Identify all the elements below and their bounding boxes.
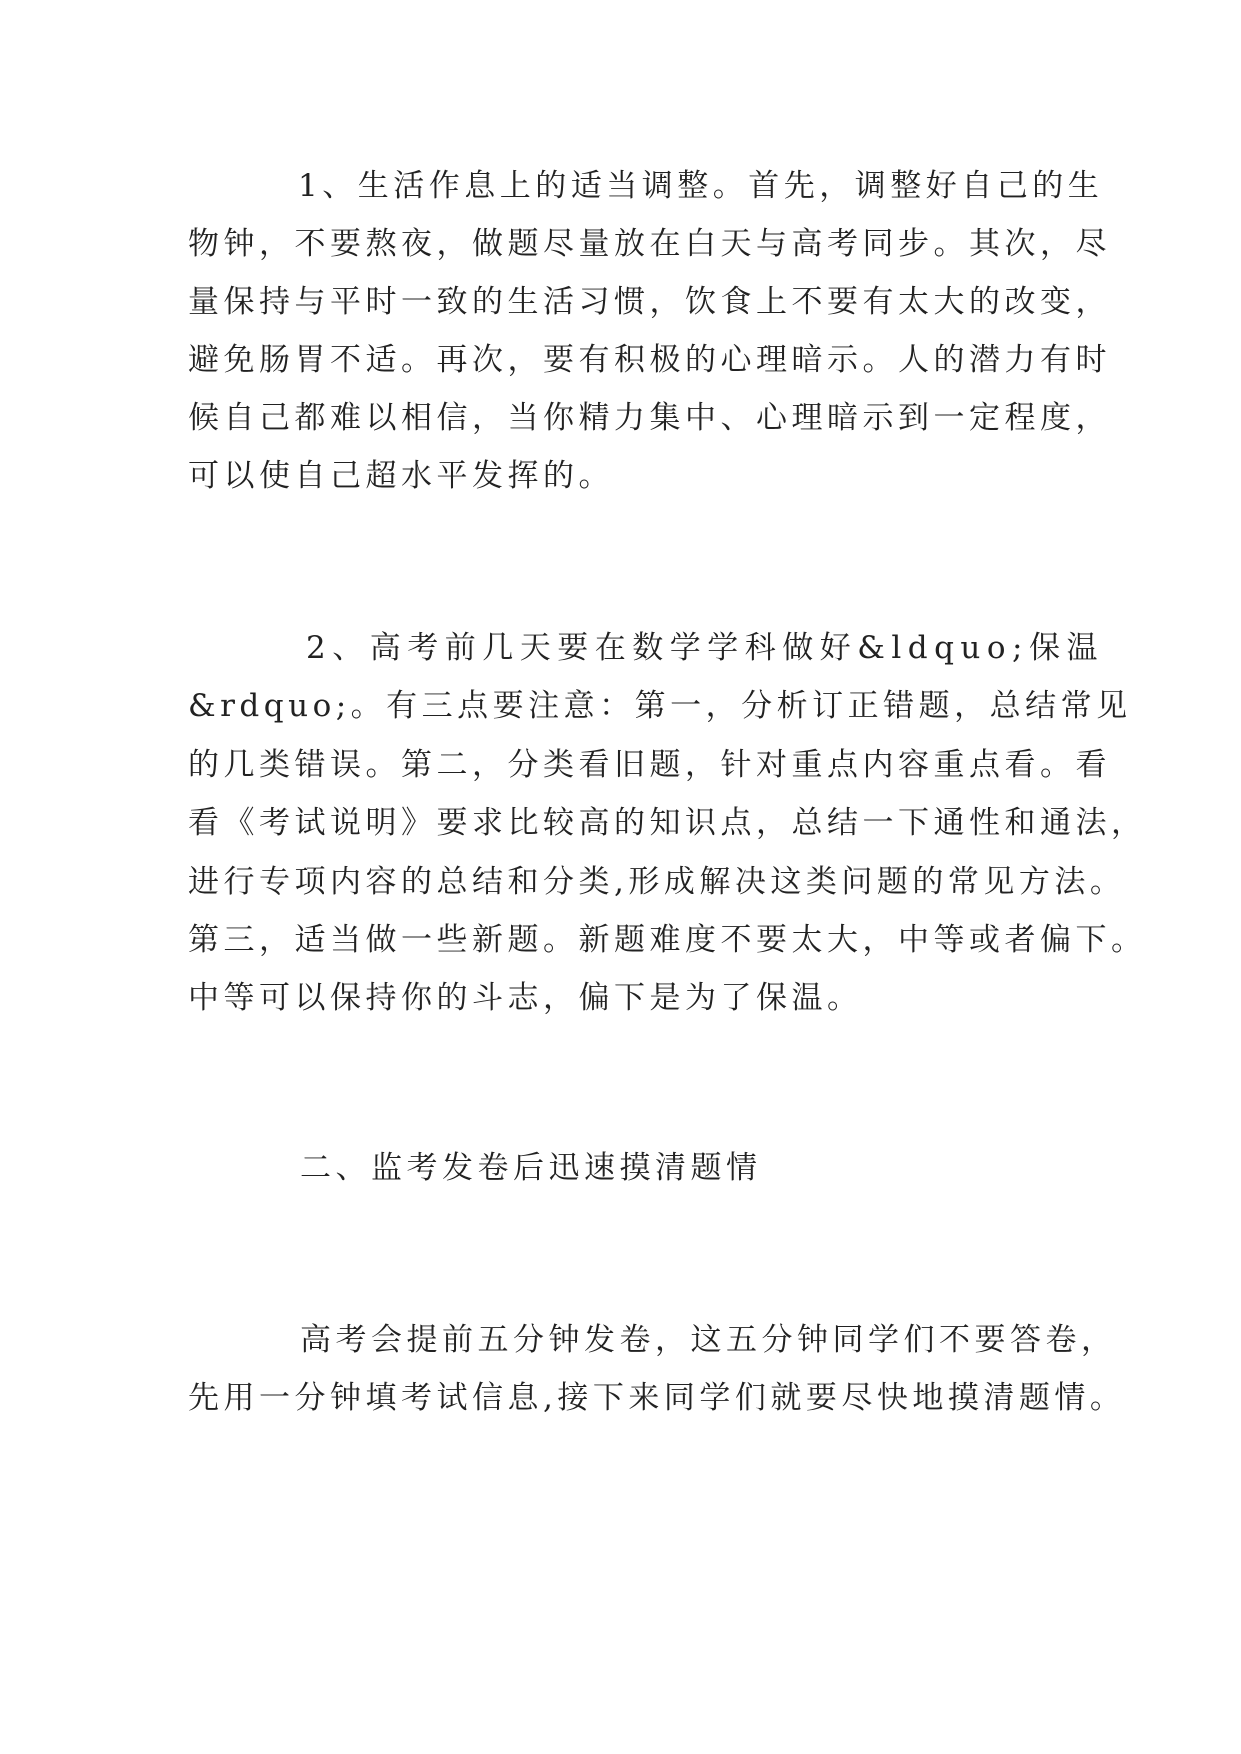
text-line: 高考会提前五分钟发卷，这五分钟同学们不要答卷，: [300, 1322, 1117, 1358]
text-line: 可以使自己超水平发挥的。: [188, 458, 614, 494]
text-line: 候自己都难以相信，当你精力集中、心理暗示到一定程度，: [188, 400, 1111, 436]
text-line: 看《考试说明》要求比较高的知识点，总结一下通性和通法，: [188, 805, 1147, 841]
section-heading-text: 二、监考发卷后迅速摸清题情: [300, 1150, 762, 1186]
text-line: 第三，适当做一些新题。新题难度不要太大，中等或者偏下。: [188, 922, 1147, 958]
text-line: 1、生活作息上的适当调整。首先，调整好自己的生: [298, 168, 1104, 204]
text-line: 的几类错误。第二，分类看旧题，针对重点内容重点看。看: [188, 747, 1111, 783]
text-line: 量保持与平时一致的生活习惯，饮食上不要有太大的改变，: [188, 284, 1111, 320]
text-line: 中等可以保持你的斗志，偏下是为了保温。: [188, 980, 863, 1016]
text-line: 物钟，不要熬夜，做题尽量放在白天与高考同步。其次，尽: [188, 226, 1111, 262]
text-line: 先用一分钟填考试信息,接下来同学们就要尽快地摸清题情。: [188, 1380, 1126, 1416]
text-line: 2、高考前几天要在数学学科做好&ldquo;保温: [306, 630, 1104, 666]
text-line: &rdquo;。有三点要注意：第一，分析订正错题，总结常见: [188, 688, 1132, 724]
text-line: 避免肠胃不适。再次，要有积极的心理暗示。人的潜力有时: [188, 342, 1111, 378]
text-line: 进行专项内容的总结和分类,形成解决这类问题的常见方法。: [188, 864, 1126, 900]
